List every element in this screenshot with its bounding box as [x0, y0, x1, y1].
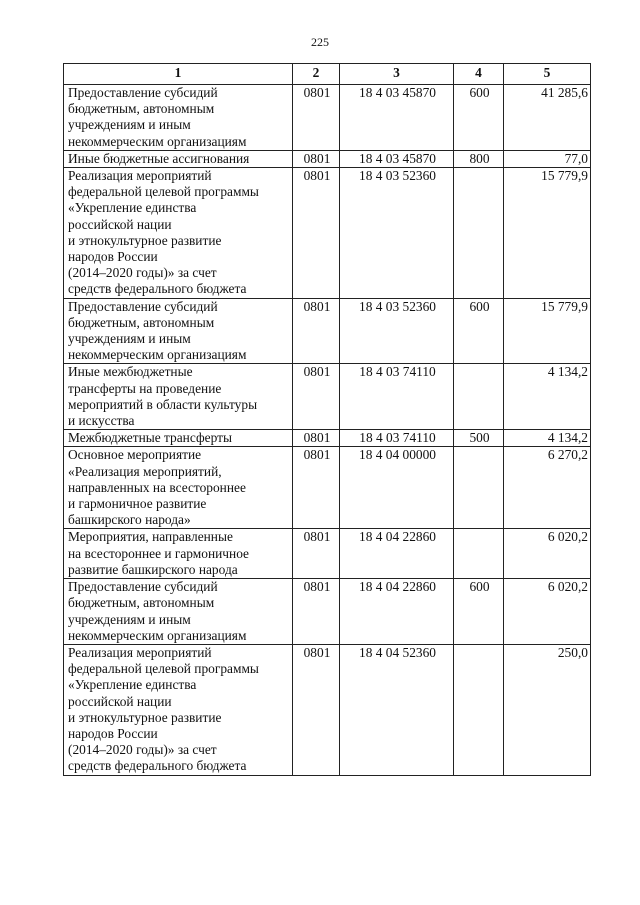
column-header-1: 1	[64, 64, 293, 85]
section-code-cell: 0801	[293, 150, 340, 167]
row-name-cell: Предоставление субсидий бюджетным, автономным учреждениям и иным некоммерческим организациям	[64, 85, 293, 151]
row-name-cell: Реализация мероприятий федеральной целевой программы «Укрепление единства российской нации и этнокультурное развитие народов России (2014–2020 годы)» за счет средств федерального бюджета	[64, 644, 293, 775]
amount-cell: 41 285,6	[504, 85, 591, 151]
expense-type-cell	[454, 529, 504, 579]
table-body	[64, 85, 591, 776]
section-code-cell: 0801	[293, 529, 340, 579]
amount-cell: 15 779,9	[504, 168, 591, 299]
expense-type-cell: 800	[454, 150, 504, 167]
row-name-cell: Мероприятия, направленные на всестороннее и гармоничное развитие башкирского народа	[64, 529, 293, 579]
table-row	[64, 529, 591, 579]
section-code-cell: 0801	[293, 447, 340, 529]
budget-table	[63, 63, 591, 776]
expense-type-cell	[454, 447, 504, 529]
column-header-3: 3	[340, 64, 454, 85]
article-code-cell: 18 4 03 74110	[340, 364, 454, 430]
column-header-5: 5	[504, 64, 591, 85]
amount-cell: 15 779,9	[504, 298, 591, 364]
section-code-cell: 0801	[293, 364, 340, 430]
article-code-cell: 18 4 04 22860	[340, 529, 454, 579]
row-name-cell: Межбюджетные трансферты	[64, 430, 293, 447]
article-code-cell: 18 4 03 52360	[340, 298, 454, 364]
row-name-cell: Предоставление субсидий бюджетным, автономным учреждениям и иным некоммерческим организациям	[64, 579, 293, 645]
article-code-cell: 18 4 04 22860	[340, 579, 454, 645]
amount-cell: 4 134,2	[504, 364, 591, 430]
amount-cell: 250,0	[504, 644, 591, 775]
row-name-cell: Основное мероприятие «Реализация мероприятий, направленных на всестороннее и гармоничное развитие башкирского народа»	[64, 447, 293, 529]
expense-type-cell: 600	[454, 85, 504, 151]
article-code-cell: 18 4 03 74110	[340, 430, 454, 447]
page-number: 225	[311, 35, 329, 49]
table-row	[64, 430, 591, 447]
expense-type-cell: 500	[454, 430, 504, 447]
expense-type-cell: 600	[454, 579, 504, 645]
row-name-cell: Предоставление субсидий бюджетным, автономным учреждениям и иным некоммерческим организациям	[64, 298, 293, 364]
table-row	[64, 298, 591, 364]
table-row	[64, 644, 591, 775]
expense-type-cell: 600	[454, 298, 504, 364]
article-code-cell: 18 4 03 45870	[340, 150, 454, 167]
article-code-cell: 18 4 04 00000	[340, 447, 454, 529]
row-name-cell: Иные бюджетные ассигнования	[64, 150, 293, 167]
column-header-4: 4	[454, 64, 504, 85]
amount-cell: 6 020,2	[504, 529, 591, 579]
section-code-cell: 0801	[293, 168, 340, 299]
table-row	[64, 579, 591, 645]
expense-type-cell	[454, 644, 504, 775]
amount-cell: 6 020,2	[504, 579, 591, 645]
amount-cell: 77,0	[504, 150, 591, 167]
expense-type-cell	[454, 364, 504, 430]
header-row	[64, 64, 591, 85]
article-code-cell: 18 4 04 52360	[340, 644, 454, 775]
section-code-cell: 0801	[293, 644, 340, 775]
expense-type-cell	[454, 168, 504, 299]
article-code-cell: 18 4 03 52360	[340, 168, 454, 299]
section-code-cell: 0801	[293, 298, 340, 364]
row-name-cell: Иные межбюджетные трансферты на проведение мероприятий в области культуры и искусства	[64, 364, 293, 430]
section-code-cell: 0801	[293, 85, 340, 151]
table-row	[64, 447, 591, 529]
table-row	[64, 150, 591, 167]
amount-cell: 6 270,2	[504, 447, 591, 529]
row-name-cell: Реализация мероприятий федеральной целевой программы «Укрепление единства российской нации и этнокультурное развитие народов России (2014–2020 годы)» за счет средств федерального бюджета	[64, 168, 293, 299]
column-header-2: 2	[293, 64, 340, 85]
section-code-cell: 0801	[293, 430, 340, 447]
table-row	[64, 85, 591, 151]
section-code-cell: 0801	[293, 579, 340, 645]
amount-cell: 4 134,2	[504, 430, 591, 447]
article-code-cell: 18 4 03 45870	[340, 85, 454, 151]
table-row	[64, 364, 591, 430]
table-row	[64, 168, 591, 299]
